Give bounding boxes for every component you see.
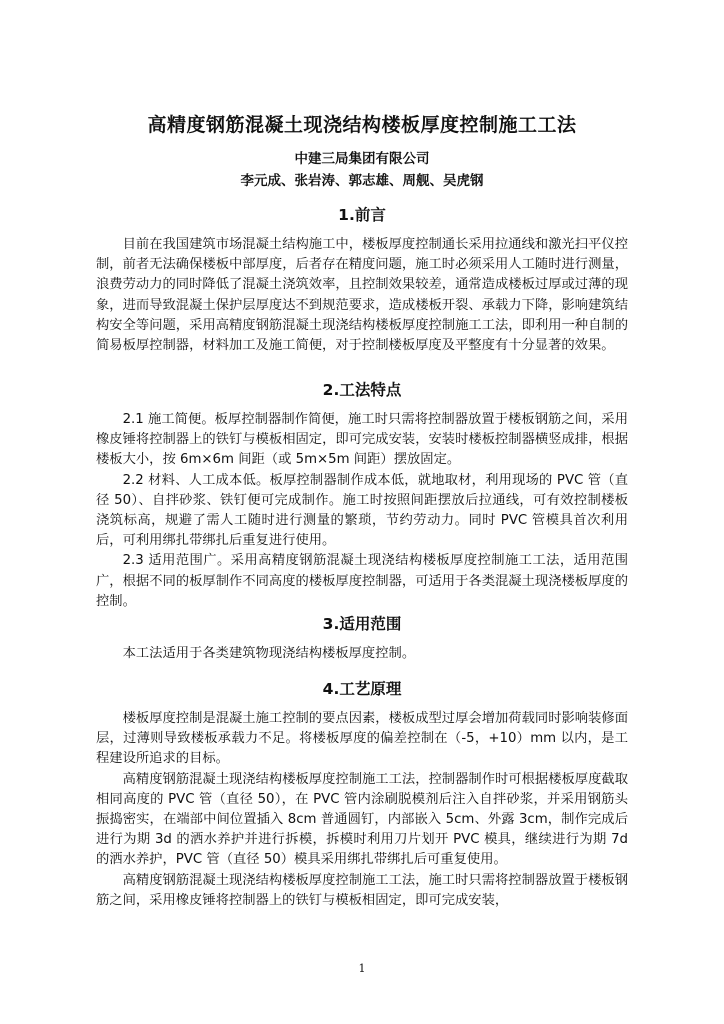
section-heading: 4.工艺原理 <box>322 680 402 698</box>
paragraph: 本工法适用于各类建筑物现浇结构楼板厚度控制。 <box>122 646 416 661</box>
paragraph: 高精度钢筋混凝土现浇结构楼板厚度控制施工工法，控制器制作时可根据楼板厚度截取相同高度的 PVC 管（直径 50），在 PVC 管内涂刷脱模剂后注入自拌砂浆，并采用钢筋头振捣密实，在端部中间位置插入 8cm 普通圆钉，内部嵌入 5cm、外露 3cm，制作完成后进行为期 3d 的洒水养护并进行拆模，拆模时利用刀片划开 PVC 模具，继续进行为期 7d 的洒水养护，PVC 管（直径 50）模具采用绑扎带绑扎后可重复使用。 <box>96 771 628 868</box>
section-heading: 3.适用范围 <box>322 615 402 633</box>
section-introduction <box>96 203 628 356</box>
paragraph: 楼板厚度控制是混凝土施工控制的要点因素，楼板成型过厚会增加荷载同时影响装修面层，过薄则导致楼板承载力不足。将楼板厚度的偏差控制在（-5，+10）mm 以内，是工程建设所追求的目标。 <box>96 711 628 767</box>
paragraph: 高精度钢筋混凝土现浇结构楼板厚度控制施工工法，施工时只需将控制器放置于楼板钢筋之间，采用橡皮锤将控制器上的铁钉与模板相固定，即可完成安装， <box>96 872 628 908</box>
author-list: 李元成、张岩涛、郭志雄、周舰、吴虎钢 <box>240 173 484 189</box>
section-heading: 1.前言 <box>338 206 386 224</box>
section-features <box>96 378 628 612</box>
organization-name: 中建三局集团有限公司 <box>294 151 430 167</box>
paragraph: 2.2 材料、人工成本低。板厚控制器制作成本低，就地取材，利用现场的 PVC 管（直径 50）、自拌砂浆、铁钉便可完成制作。施工时按照间距摆放后拉通线，可有效控制楼板浇筑标高，规避了需人工随时进行测量的繁琐，节约劳动力。同时 PVC 管模具首次利用后，可利用绑扎带绑扎后重复进行使用。 <box>96 472 628 549</box>
section-heading: 2.工法特点 <box>322 381 402 399</box>
paragraph: 2.3 适用范围广。采用高精度钢筋混凝土现浇结构楼板厚度控制施工工法，适用范围广，根据不同的板厚制作不同高度的楼板厚度控制器，可适用于各类混凝土现浇楼板厚度的控制。 <box>96 553 628 609</box>
paragraph: 目前在我国建筑市场混凝土结构施工中，楼板厚度控制通长采用拉通线和激光扫平仪控制，前者无法确保楼板中部厚度，后者存在精度问题，施工时必须采用人工随时进行测量，浪费劳动力的同时降低了混凝土浇筑效率，且控制效果较差，通常造成楼板过厚或过薄的现象，进而导致混凝土保护层厚度达不到规范要求，造成楼板开裂、承载力下降，影响建筑结构安全等问题，采用高精度钢筋混凝土现浇结构楼板厚度控制施工工法，即利用一种自制的简易板厚控制器，材料加工及施工简便，对于控制楼板厚度及平整度有十分显著的效果。 <box>96 237 628 354</box>
section-scope <box>96 612 628 664</box>
document-title: 高精度钢筋混凝土现浇结构楼板厚度控制施工工法 <box>147 114 577 136</box>
page-number: 1 <box>358 962 366 975</box>
paragraph: 2.1 施工简便。板厚控制器制作简便，施工时只需将控制器放置于楼板钢筋之间，采用橡皮锤将控制器上的铁钉与模板相固定，即可完成安装，安装时楼板控制器横竖成排，根据楼板大小，按 6m×6m 间距（或 5m×5m 间距）摆放固定。 <box>96 412 628 468</box>
section-principle <box>96 677 628 911</box>
